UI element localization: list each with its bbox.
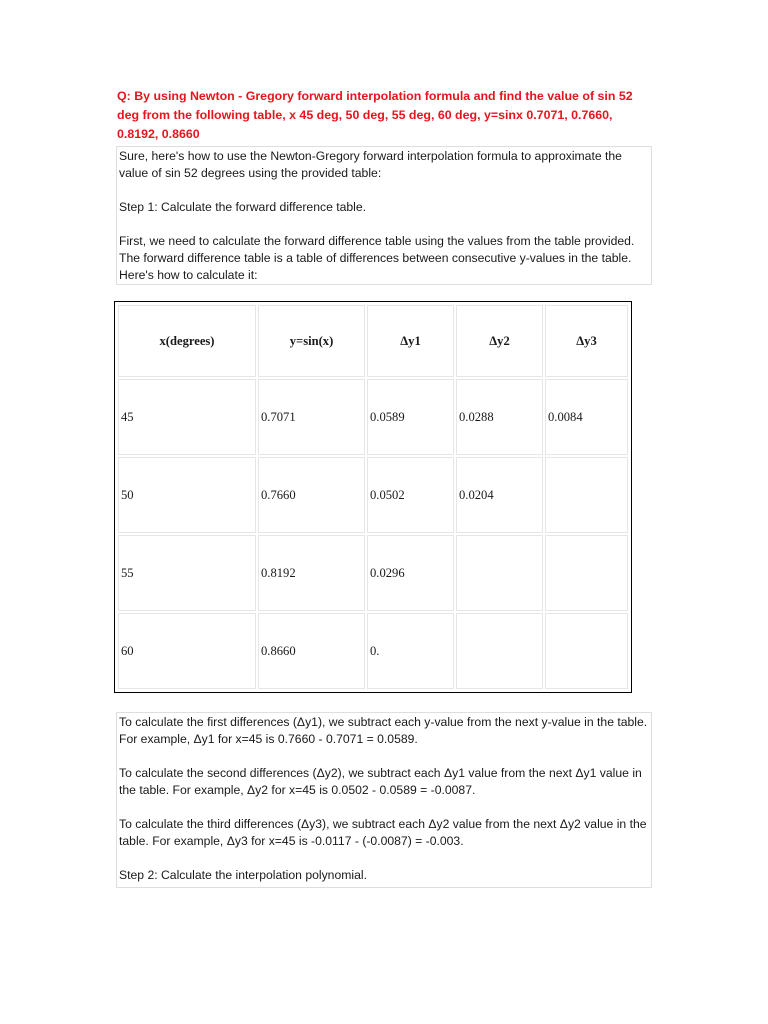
table-cell: 50 — [118, 457, 256, 533]
intro-paragraph-3: First, we need to calculate the forward difference table using the values from the table provided. The forward difference table is a table of differences between consecutive y-values in the table. Here's how to calculate it: — [119, 234, 635, 282]
table-cell: 0.7071 — [258, 379, 365, 455]
table-cell: 0.0204 — [456, 457, 543, 533]
table-cell: 0.0084 — [545, 379, 628, 455]
table-row — [118, 613, 628, 689]
explanation-paragraph-4: Step 2: Calculate the interpolation polynomial. — [119, 868, 367, 882]
explanation-paragraph-3: To calculate the third differences (Δy3), we subtract each Δy2 value from the next Δy2 value in the table. For example, Δy3 for x=45 is -0.0117 - (-0.0087) = -0.003. — [119, 817, 647, 848]
question-text: Q: By using Newton - Gregory forward interpolation formula and find the value of sin 52 deg from the following table, x 45 deg, 50 deg, 55 deg, 60 deg, y=sinx 0.7071, 0.7660, 0.8192, 0.8660 — [117, 89, 633, 141]
table-row — [118, 535, 628, 611]
table-cell: 0.8192 — [258, 535, 365, 611]
intro-paragraph-2: Step 1: Calculate the forward difference table. — [119, 200, 367, 214]
table-header-cell: Δy3 — [545, 305, 628, 377]
table-cell — [456, 535, 543, 611]
forward-difference-table — [114, 301, 632, 693]
table-cell: 0.8660 — [258, 613, 365, 689]
table-header-cell: Δy1 — [367, 305, 454, 377]
table-row — [118, 379, 628, 455]
table-cell: 55 — [118, 535, 256, 611]
explanation-paragraph-1: To calculate the first differences (Δy1), we subtract each y-value from the next y-value in the table. For example, Δy1 for x=45 is 0.7660 - 0.7071 = 0.0589. — [119, 715, 648, 746]
table-cell: 0. — [367, 613, 454, 689]
table-cell: 0.0589 — [367, 379, 454, 455]
table-header-cell: y=sin(x) — [258, 305, 365, 377]
intro-answer-box — [116, 146, 652, 285]
table-cell: 0.0502 — [367, 457, 454, 533]
table-cell: 0.0288 — [456, 379, 543, 455]
table-cell: 0.7660 — [258, 457, 365, 533]
table-cell: 60 — [118, 613, 256, 689]
table-cell: 45 — [118, 379, 256, 455]
table-header-cell: Δy2 — [456, 305, 543, 377]
explanation-paragraph-2: To calculate the second differences (Δy2), we subtract each Δy1 value from the next Δy1 value in the table. For example, Δy2 for x=45 is 0.0502 - 0.0589 = -0.0087. — [119, 766, 642, 797]
table-cell — [545, 613, 628, 689]
table-header-cell: x(degrees) — [118, 305, 256, 377]
intro-paragraph-1: Sure, here's how to use the Newton-Gregory forward interpolation formula to approximate the value of sin 52 degrees using the provided table: — [119, 149, 622, 180]
table-cell: 0.0296 — [367, 535, 454, 611]
table-cell — [545, 457, 628, 533]
table-header-row — [118, 305, 628, 377]
explanation-box — [116, 712, 652, 888]
table-row — [118, 457, 628, 533]
table-cell — [545, 535, 628, 611]
table-cell — [456, 613, 543, 689]
